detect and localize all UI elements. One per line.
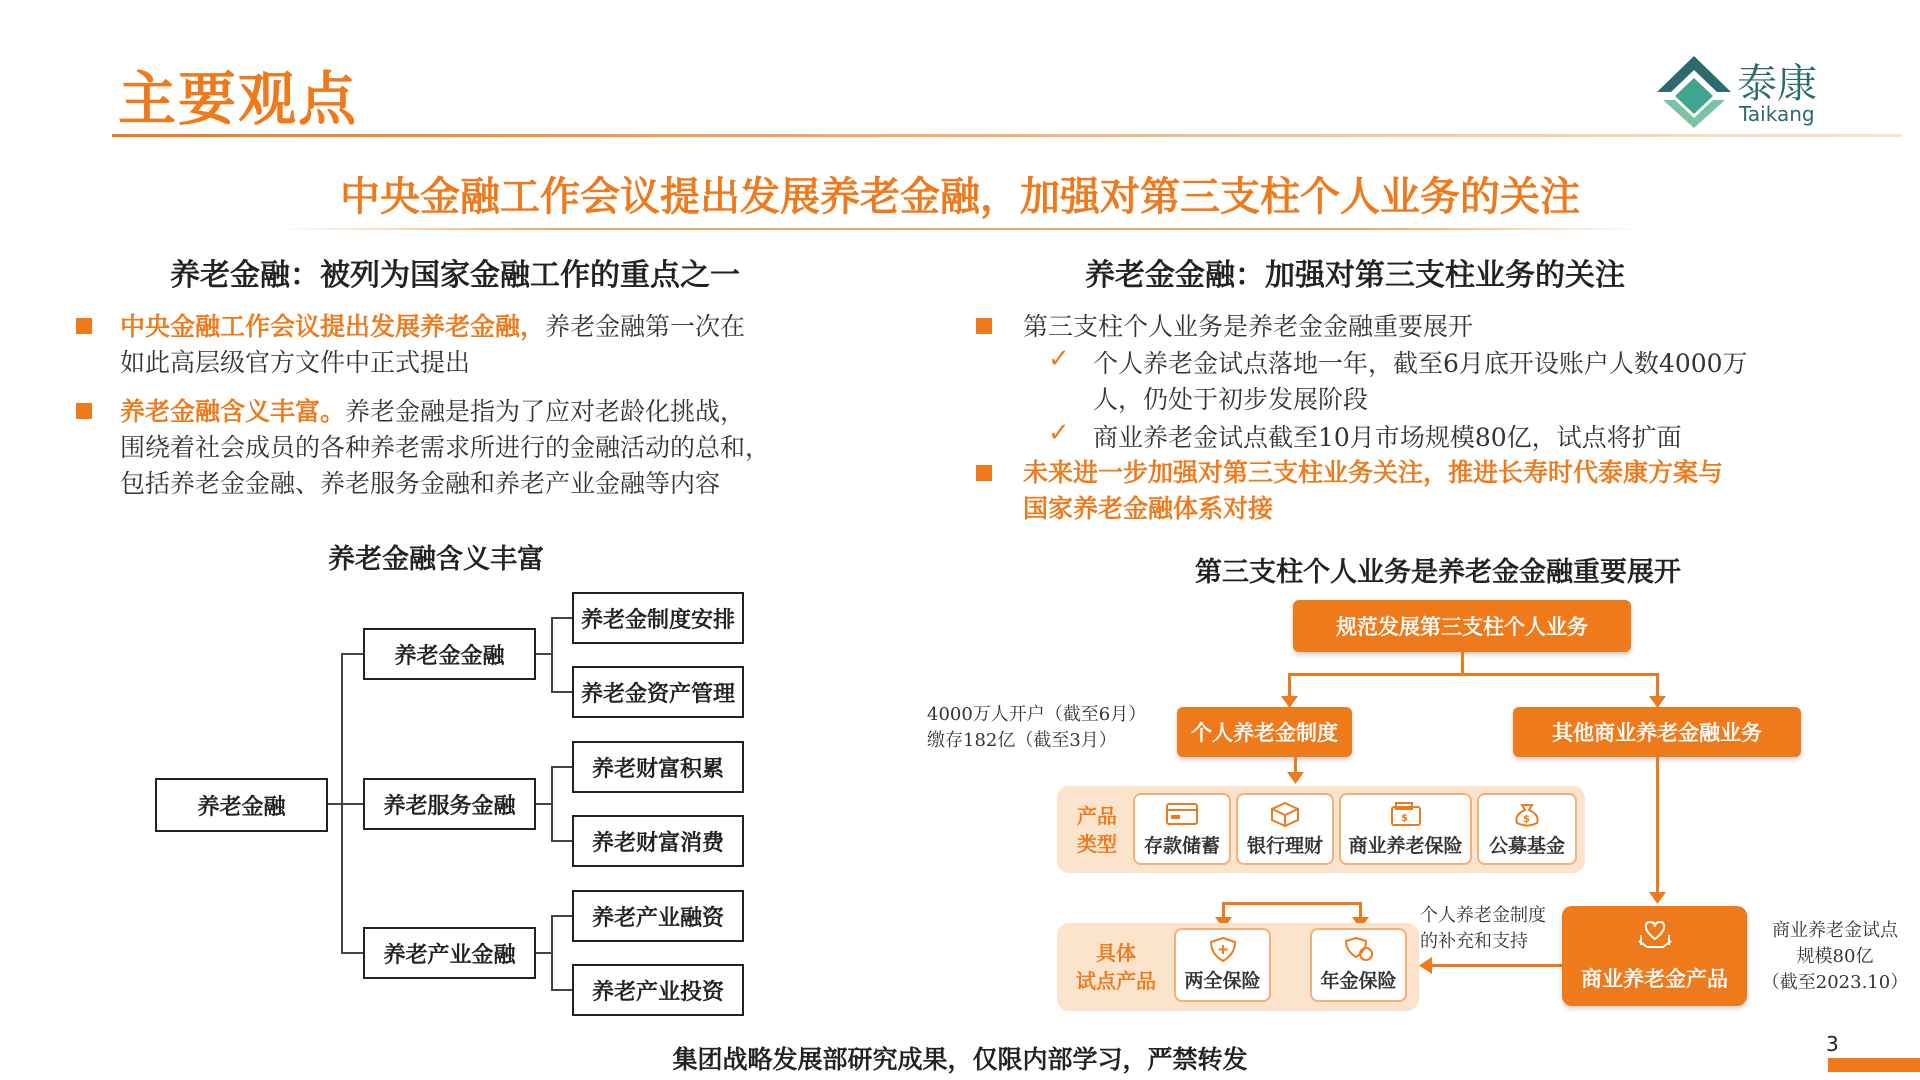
left-bullet-2 (120, 394, 940, 502)
left-column-title: 养老金融：被列为国家金融工作的重点之一 (170, 258, 740, 293)
logo-chinese-text: 泰康 (1737, 61, 1817, 107)
tree-leaf-box: 养老产业投资 (572, 964, 744, 1016)
bullet-square-icon (976, 465, 992, 481)
left-bullet-2-text: 养老金融是指为了应对老龄化挑战， (345, 397, 746, 426)
flow-right-box: 其他商业养老金融业务 (1513, 707, 1801, 757)
right-bullet-2-line-2: 国家养老金融体系对接 (1023, 494, 1274, 523)
tree-connector (551, 915, 572, 917)
flow-connector (1222, 902, 1362, 905)
logo-english-text: Taikang (1739, 102, 1815, 126)
flow-left-note (927, 702, 1187, 754)
flow-title: 第三支柱个人业务是养老金金融重要展开 (1195, 557, 1681, 588)
tree-connector (551, 766, 553, 842)
tree-title: 养老金融含义丰富 (328, 544, 544, 575)
tree-connector (536, 803, 552, 805)
left-bullet-1-text-2: 如此高层级官方文件中正式提出 (120, 348, 471, 377)
title-underline (112, 134, 1902, 137)
svg-text:$: $ (1400, 813, 1408, 824)
right-check-1-line-2: 人，仍处于初步发展阶段 (1093, 385, 1369, 414)
right-bullet-1: 第三支柱个人业务是养老金金融重要展开 (1023, 312, 1474, 341)
main-heading: 中央金融工作会议提出发展养老金融，加强对第三支柱个人业务的关注 (340, 174, 1580, 220)
arrow-down-icon (1287, 772, 1304, 784)
footer-disclaimer: 集团战略发展部研究成果，仅限内部学习，严禁转发 (672, 1045, 1248, 1074)
pilot-product-label (1064, 939, 1168, 995)
right-column-title: 养老金金融：加强对第三支柱业务的关注 (1085, 258, 1625, 293)
product-label: 公募基金 (1488, 835, 1565, 857)
product-type-label-line-2: 类型 (1077, 832, 1117, 856)
shield-plus-icon (1206, 936, 1240, 962)
flow-right-note-line-1: 商业养老金试点 (1772, 920, 1898, 941)
bullet-square-icon (976, 318, 992, 334)
support-note-line-1: 个人养老金制度 (1420, 905, 1546, 926)
left-bullet-2-text-2: 围绕着社会成员的各种养老需求所进行的金融活动的总和， (120, 433, 771, 462)
tree-leaf-box: 养老财富消费 (572, 815, 744, 867)
company-logo (1655, 50, 1835, 130)
product-type-label (1066, 802, 1128, 858)
flow-left-note-line-1: 4000万人开户（截至6月） (927, 704, 1147, 725)
tree-connector (551, 617, 572, 619)
page-title: 主要观点 (118, 65, 359, 133)
flow-left-box: 个人养老金制度 (1177, 707, 1352, 757)
flow-right-note-line-3: （截至2023.10） (1761, 972, 1909, 993)
pilot-box-annuity (1310, 928, 1407, 1002)
flow-left-note-line-2: 缴存182亿（截至3月） (927, 730, 1117, 751)
right-check-1 (1093, 346, 1893, 418)
product-box-deposit (1133, 793, 1231, 865)
tree-connector (551, 915, 553, 991)
product-label: 银行理财 (1246, 835, 1323, 857)
support-note-line-2: 的补充和支持 (1420, 931, 1528, 952)
commercial-product-label: 商业养老金产品 (1581, 966, 1728, 991)
left-bullet-1 (120, 309, 920, 381)
pilot-product-label-line-2: 试点产品 (1076, 969, 1156, 993)
tree-leaf-box: 养老财富积累 (572, 741, 744, 793)
checkmark-icon: ✓ (1048, 344, 1070, 374)
flow-connector (1461, 652, 1464, 674)
corner-accent-bar (1828, 1058, 1920, 1072)
tree-connector (328, 803, 342, 805)
heading-underline (275, 228, 1645, 230)
flow-top-box: 规范发展第三支柱个人业务 (1293, 600, 1631, 652)
tree-branch-box: 养老服务金融 (363, 778, 536, 830)
right-bullet-2 (1023, 455, 1903, 527)
product-box-wealth (1236, 793, 1334, 865)
pilot-box-endowment (1174, 928, 1271, 1002)
checkmark-icon: ✓ (1048, 418, 1070, 448)
page-number: 3 (1826, 1032, 1839, 1056)
tree-connector (341, 803, 363, 805)
tree-leaf-box: 养老产业融资 (572, 890, 744, 942)
left-bullet-2-text-3: 包括养老金金融、养老服务金融和养老产业金融等内容 (120, 469, 721, 498)
product-box-fund (1477, 793, 1577, 865)
bullet-square-icon (76, 318, 92, 334)
tree-connector (341, 952, 363, 954)
tree-connector (551, 617, 553, 692)
left-bullet-2-highlight: 养老金融含义丰富。 (120, 397, 346, 426)
product-label: 存款储蓄 (1143, 835, 1220, 857)
taikang-logo-icon (1655, 54, 1733, 128)
tree-connector (551, 840, 572, 842)
hands-heart-icon (1635, 919, 1675, 955)
tree-connector (551, 691, 572, 693)
bank-card-icon (1165, 801, 1199, 827)
tree-branch-box: 养老产业金融 (363, 927, 536, 979)
tree-connector (536, 653, 552, 655)
flow-connector (1288, 673, 1659, 676)
tree-connector (551, 989, 572, 991)
wallet-icon (1389, 801, 1423, 827)
right-bullet-2-line-1: 未来进一步加强对第三支柱业务关注，推进长寿时代泰康方案与 (1023, 458, 1724, 487)
flow-connector (1656, 757, 1659, 893)
right-check-2: 商业养老金试点截至10月市场规模80亿，试点将扩面 (1093, 423, 1682, 452)
pilot-label: 年金保险 (1320, 970, 1397, 992)
tree-connector (536, 952, 552, 954)
tree-branch-box: 养老金金融 (363, 628, 536, 680)
flow-right-note (1750, 918, 1920, 996)
commercial-product-box (1562, 906, 1747, 1006)
arrow-left-icon (1419, 957, 1432, 974)
product-box-insurance (1339, 793, 1472, 865)
pilot-product-label-line-1: 具体 (1096, 941, 1136, 965)
svg-text:$: $ (1523, 814, 1530, 825)
tree-connector (551, 766, 572, 768)
tree-leaf-box: 养老金制度安排 (572, 592, 744, 644)
support-note (1420, 903, 1580, 955)
money-bag-icon (1510, 801, 1544, 827)
flow-right-note-line-2: 规模80亿 (1796, 946, 1874, 967)
arrow-down-icon (1649, 892, 1666, 904)
cube-icon (1268, 801, 1302, 827)
left-bullet-1-text: 养老金融第一次在 (545, 312, 746, 341)
tree-leaf-box: 养老金资产管理 (572, 666, 744, 718)
product-label: 商业养老保险 (1348, 835, 1463, 857)
tree-connector (341, 653, 363, 655)
right-check-1-line-1: 个人养老金试点落地一年，截至6月底开设账户人数4000万 (1093, 349, 1748, 378)
left-bullet-1-highlight: 中央金融工作会议提出发展养老金融， (120, 312, 546, 341)
tree-root-box: 养老金融 (155, 778, 328, 832)
bullet-square-icon (76, 403, 92, 419)
flow-connector (1430, 964, 1562, 967)
product-type-label-line-1: 产品 (1077, 804, 1117, 828)
shield-coin-icon (1342, 936, 1376, 962)
pilot-label: 两全保险 (1184, 970, 1261, 992)
